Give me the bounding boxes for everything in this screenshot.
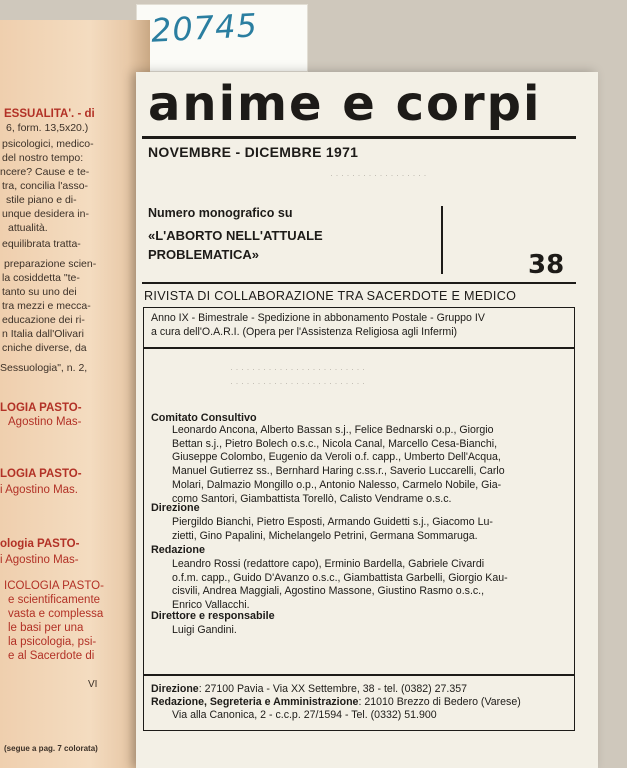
info-rule [143, 347, 575, 349]
left-line: del nostro tempo: [2, 152, 84, 164]
left-line: tanto su uno dei [2, 286, 77, 298]
direttore-name: Luigi Gandini. [172, 624, 237, 636]
left-line: la psicologia, psi- [8, 636, 97, 648]
left-line: ESSUALITA'. - di [4, 108, 95, 120]
title-rule [142, 136, 576, 139]
left-line: educazione dei ri- [2, 314, 85, 326]
member-line: zietti, Gino Papalini, Michelangelo Petrini, Germana Sommaruga. [172, 529, 478, 542]
member-line: Manuel Gutierrez ss., Bernhard Haring c.ss.r., Saverio Luccarelli, Carlo [172, 465, 505, 478]
address-redazione [151, 696, 521, 708]
left-line: Agostino Mas- [8, 416, 82, 428]
page-number-roman: VI [88, 679, 98, 690]
monographic-title-line: PROBLEMATICA» [148, 247, 259, 262]
section-heading-redazione: Redazione [151, 544, 205, 556]
show-through-text: · · · · · · · · · · · · · · · · · · · · · · · · · [230, 364, 365, 374]
member-line: Leonardo Ancona, Alberto Bassan s.j., Felice Bednarski o.p., Giorgio [172, 424, 494, 436]
left-line: psicologici, medico- [2, 138, 94, 150]
left-line: i Agostino Mas. [0, 484, 78, 496]
member-line: Leandro Rossi (redattore capo), Erminio Bardella, Gabriele Civardi [172, 558, 485, 570]
left-line: ncere? Cause e te- [0, 166, 90, 178]
left-line: attualità. [8, 222, 48, 234]
left-line: la cosiddetta "te- [2, 272, 80, 284]
publication-info: a cura dell'O.A.R.I. (Opera per l'Assistenza Religiosa agli Infermi) [151, 326, 458, 338]
left-line: tra mezzi e mecca- [2, 300, 91, 312]
member-line: Giuseppe Colombo, Eugenio da Veroli o.f. capp., Umberto Dell'Acqua, [172, 451, 501, 464]
left-line: e scientificamente [8, 594, 101, 606]
address-text: : 27100 Pavia - Via XX Settembre, 38 - tel. (0382) 27.357 [198, 683, 468, 695]
address-label: Direzione [151, 683, 199, 695]
left-line: cniche diverse, da [2, 342, 87, 354]
left-line: e al Sacerdote di [8, 650, 95, 662]
monographic-intro: Numero monografico su [148, 206, 293, 220]
inventory-code: 20745 [150, 6, 259, 50]
show-through-text: · · · · · · · · · · · · · · · · · · · · · · · · · [230, 378, 365, 388]
left-line: equilibrata tratta- [2, 238, 81, 250]
left-page [0, 20, 150, 768]
section-heading-comitato: Comitato Consultivo [151, 412, 257, 424]
monographic-title-line: «L'ABORTO NELL'ATTUALE [148, 228, 323, 243]
redazione-members [172, 558, 508, 613]
left-line: ologia PASTO- [0, 538, 80, 550]
address-text: : 21010 Brezzo di Bedero (Varese) [358, 696, 521, 708]
address-rule [143, 674, 575, 676]
left-line: LOGIA PASTO- [0, 468, 82, 480]
subtitle-rule [142, 282, 576, 284]
monographic-title [148, 226, 323, 264]
section-heading-direzione: Direzione [151, 502, 200, 514]
member-line: Piergildo Bianchi, Pietro Esposti, Armando Guidetti s.j., Giacomo Lu- [172, 516, 493, 528]
left-footnote: (segue a pag. 7 colorata) [4, 744, 98, 753]
address-direzione [151, 683, 467, 695]
left-line: tra, concilia l'asso- [2, 180, 89, 192]
member-line: o.f.m. capp., Guido D'Avanzo o.s.c., Giambattista Garbelli, Giorgio Kau- [172, 571, 508, 584]
member-line: como Santori, Giambattista Torellò, Calisto Vendrame o.s.c. [172, 492, 452, 505]
left-line: 6, form. 13,5x20.) [6, 122, 89, 134]
issue-date: NOVEMBRE - DICEMBRE 1971 [148, 144, 359, 160]
left-line: vasta e complessa [8, 608, 104, 620]
member-line: Bettan s.j., Pietro Bolech o.s.c., Nicola Canal, Marcello Cesa-Bianchi, [172, 437, 498, 450]
left-line: stile piano e di- [6, 194, 77, 206]
left-line: le basi per una [8, 622, 84, 634]
section-heading-direttore: Direttore e responsabile [151, 610, 275, 622]
left-line: preparazione scien- [4, 258, 97, 270]
address-redazione-line2: Via alla Canonica, 2 - c.c.p. 27/1594 - Tel. (0332) 51.900 [172, 709, 437, 721]
vertical-divider [441, 206, 443, 274]
left-line: ICOLOGIA PASTO- [4, 580, 104, 592]
left-line: i Agostino Mas- [0, 554, 79, 566]
direzione-members [172, 516, 493, 543]
member-line: Molari, Dalmazio Mongillo o.p., Antonio Nalesso, Carmelo Nobile, Gia- [172, 478, 502, 491]
member-line: cisvili, Andrea Maggiali, Agostino Massone, Giustino Rasmo o.s.c., [172, 585, 485, 598]
magazine-title: anime e corpi [148, 76, 542, 132]
show-through-text: · · · · · · · · · · · · · · · · · · [330, 170, 427, 180]
address-label: Redazione, Segreteria e Amministrazione [151, 696, 359, 708]
left-line: n Italia dall'Olivari [2, 328, 84, 340]
publication-info: Anno IX - Bimestrale - Spedizione in abbonamento Postale - Gruppo IV [151, 312, 485, 324]
member-line: Enrico Vallacchi. [172, 599, 250, 612]
issue-number: 38 [528, 250, 565, 280]
comitato-members [172, 424, 505, 506]
inventory-sticker [136, 4, 308, 72]
left-line: unque desidera in- [2, 208, 89, 220]
left-line: LOGIA PASTO- [0, 402, 82, 414]
magazine-subtitle: RIVISTA DI COLLABORAZIONE TRA SACERDOTE E MEDICO [144, 289, 517, 303]
left-line: Sessuologia", n. 2, [0, 362, 88, 374]
